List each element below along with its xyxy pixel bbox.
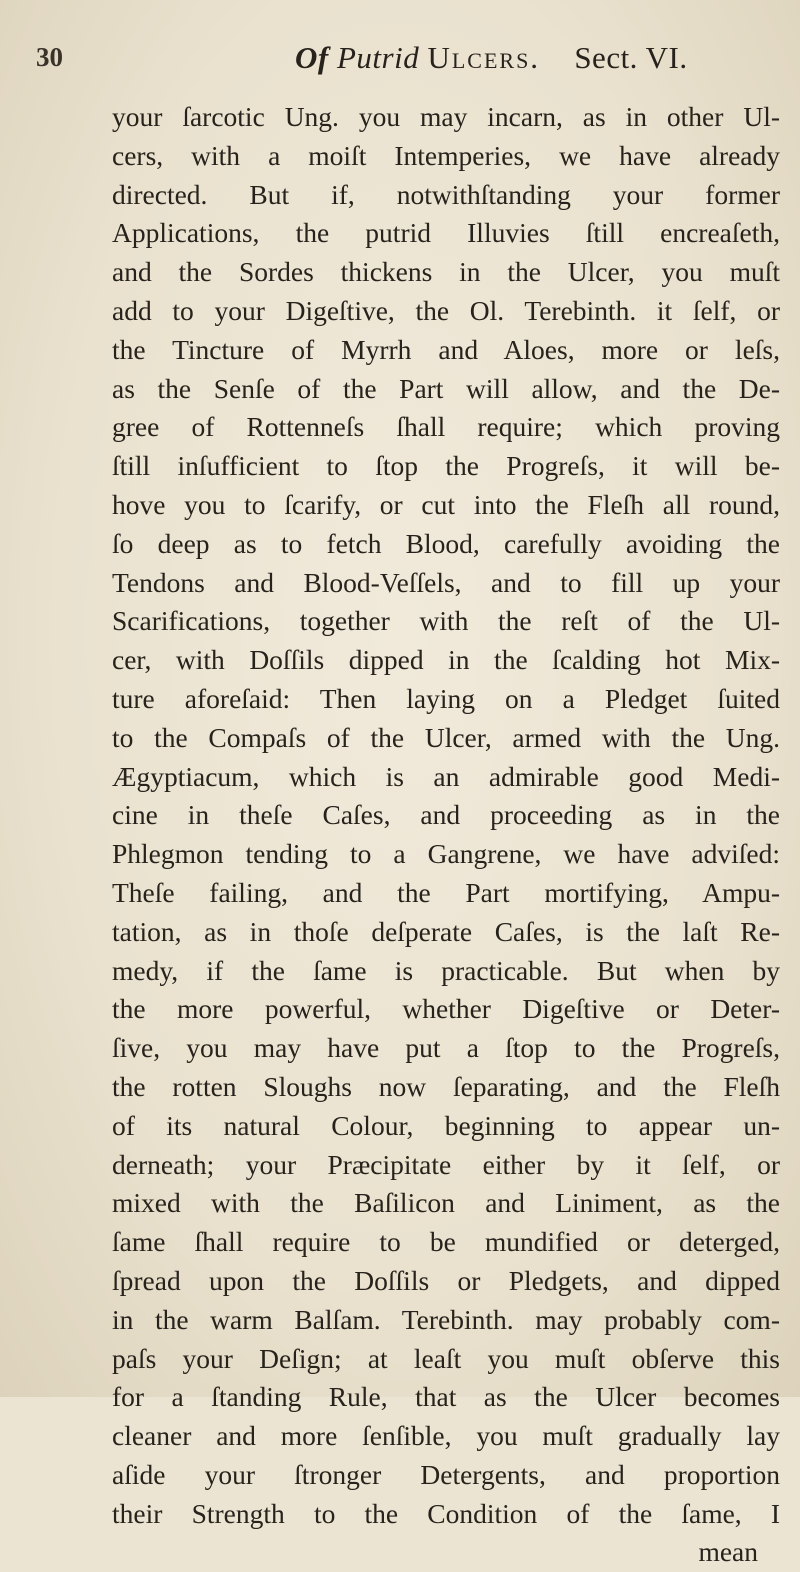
text-line: ſive, you may have put a ſtop to the Progreſs,: [112, 1032, 780, 1064]
text-line: add to your Digeſtive, the Ol. Terebinth. it ſelf, or: [112, 294, 780, 326]
text-line: in the warm Balſam. Terebinth. may probably com-: [112, 1303, 780, 1335]
text-line: to the Compaſs of the Ulcer, armed with the Ung.: [112, 721, 780, 753]
text-line: their Strength to the Condition of the ſame, I: [112, 1497, 780, 1529]
text-line: as the Senſe of the Part will allow, and the De-: [112, 372, 780, 404]
text-line: hove you to ſcarify, or cut into the Fleſh all round,: [112, 488, 780, 520]
text-line: ture aforeſaid: Then laying on a Pledget ſuited: [112, 682, 780, 714]
text-line: ſo deep as to fetch Blood, carefully avoiding the: [112, 527, 780, 559]
text-line: derneath; your Præcipitate either by it ſelf, or: [112, 1148, 780, 1180]
text-line: Tendons and Blood-Veſſels, and to fill up your: [112, 566, 780, 598]
text-line: ſpread upon the Doſſils or Pledgets, and dipped: [112, 1264, 780, 1296]
text-line: tation, as in thoſe deſperate Caſes, is the laſt Re-: [112, 915, 780, 947]
text-line: Ægyptiacum, which is an admirable good Medi-: [112, 760, 780, 792]
text-line: gree of Rottenneſs ſhall require; which proving: [112, 411, 780, 443]
text-line: your ſarcotic Ung. you may incarn, as in other Ul-: [112, 101, 780, 132]
page-number: 30: [36, 42, 63, 72]
text-line: cer, with Doſſils dipped in the ſcalding hot Mix-: [112, 644, 780, 676]
text-line: cers, with a moiſt Intemperies, we have already: [112, 139, 780, 171]
text-line: cleaner and more ſenſible, you muſt gradually lay: [112, 1420, 780, 1452]
text-line: cine in theſe Caſes, and proceeding as in the: [112, 799, 780, 831]
text-line: and the Sordes thickens in the Ulcer, you muſt: [112, 256, 780, 288]
text-line: the Tincture of Myrrh and Aloes, more or leſs,: [112, 333, 780, 365]
text-line: Scarifications, together with the reſt of the Ul-: [112, 605, 780, 637]
running-head-section: Sect. VI.: [574, 40, 688, 75]
text-line: the rotten Sloughs now ſeparating, and the Fleſh: [112, 1070, 780, 1102]
text-line: aſide your ſtronger Detergents, and proportion: [112, 1458, 780, 1490]
text-line: the more powerful, whether Digeſtive or Deter-: [112, 993, 780, 1025]
running-head-title-caps: Ulcers.: [427, 40, 541, 75]
running-head: [295, 40, 795, 76]
text-line: paſs your Deſign; at leaſt you muſt obſerve this: [112, 1342, 780, 1374]
text-line: ſame ſhall require to be mundified or deterged,: [112, 1226, 780, 1258]
running-head-prefix: Of: [295, 40, 329, 75]
text-line: Theſe failing, and the Part mortifying, Ampu-: [112, 876, 780, 908]
catchword: mean: [698, 1536, 758, 1568]
text-line: directed. But if, notwithſtanding your former: [112, 178, 780, 210]
text-line: ſtill inſufficient to ſtop the Progreſs, it will be-: [112, 450, 780, 482]
body-text: [112, 98, 780, 1572]
text-line: medy, if the ſame is practicable. But when by: [112, 954, 780, 986]
text-line: mixed with the Baſilicon and Liniment, as the: [112, 1187, 780, 1219]
text-line: Applications, the putrid Illuvies ſtill encreaſeth,: [112, 217, 780, 249]
running-head-title: Putrid: [336, 40, 420, 75]
text-line: Phlegmon tending to a Gangrene, we have adviſed:: [112, 838, 780, 870]
text-line: for a ſtanding Rule, that as the Ulcer becomes: [112, 1381, 780, 1413]
text-line: of its natural Colour, beginning to appear un-: [112, 1109, 780, 1141]
